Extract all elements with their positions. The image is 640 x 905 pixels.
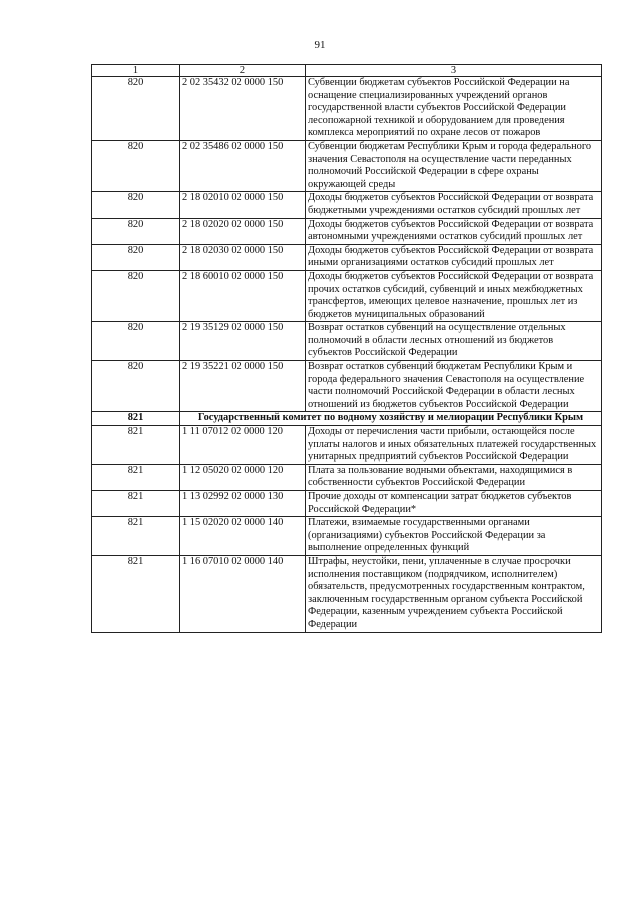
admin-cell: 821 [92, 426, 180, 465]
table-row [92, 491, 602, 517]
description-cell: Платежи, взимаемые государственными органами (организациями) субъектов Российской Федерации за выполнение определенных функций [306, 517, 602, 556]
admin-cell: 820 [92, 192, 180, 218]
code-cell: 2 18 02010 02 0000 150 [180, 192, 306, 218]
code-cell: 1 12 05020 02 0000 120 [180, 464, 306, 490]
header-col-1: 1 [92, 65, 180, 77]
description-cell: Субвенции бюджетам Республики Крым и города федерального значения Севастополя на осуществление части переданных полномочий Российской Федерации в сфере охраны окружающей среды [306, 140, 602, 191]
code-cell: 2 02 35486 02 0000 150 [180, 140, 306, 191]
description-cell: Возврат остатков субвенций бюджетам Республики Крым и города федерального значения Севастополя на осуществление части полномочий Российской Федерации в области лесных отношений из бюджетов субъектов Российской Федерации [306, 361, 602, 412]
table-row [92, 192, 602, 218]
code-cell: 2 18 02020 02 0000 150 [180, 218, 306, 244]
section-admin-cell: 821 [92, 412, 180, 426]
admin-cell: 821 [92, 491, 180, 517]
code-cell: 1 16 07010 02 0000 140 [180, 555, 306, 632]
description-cell: Доходы бюджетов субъектов Российской Федерации от возврата бюджетными учреждениями остатков субсидий прошлых лет [306, 192, 602, 218]
code-cell: 2 19 35129 02 0000 150 [180, 322, 306, 361]
table-row [92, 426, 602, 465]
section-row [92, 412, 602, 426]
admin-cell: 820 [92, 270, 180, 321]
description-cell: Прочие доходы от компенсации затрат бюджетов субъектов Российской Федерации* [306, 491, 602, 517]
table-row [92, 140, 602, 191]
table-body [92, 65, 602, 633]
table-row [92, 464, 602, 490]
description-cell: Доходы бюджетов субъектов Российской Федерации от возврата иными организациями остатков субсидий прошлых лет [306, 244, 602, 270]
admin-cell: 820 [92, 140, 180, 191]
admin-cell: 821 [92, 555, 180, 632]
description-cell: Субвенции бюджетам субъектов Российской Федерации на оснащение специализированных учреждений органов государственной власти субъектов Российской Федерации лесопожарной техникой и оборудованием для проведения комплекса мероприятий по охране лесов от пожаров [306, 77, 602, 141]
admin-cell: 820 [92, 244, 180, 270]
table-row [92, 218, 602, 244]
table-row [92, 270, 602, 321]
admin-cell: 820 [92, 218, 180, 244]
description-cell: Доходы бюджетов субъектов Российской Федерации от возврата прочих остатков субсидий, субвенций и иных межбюджетных трансфертов, имеющих целевое назначение, прошлых лет из бюджетов муниципальных образований [306, 270, 602, 321]
admin-cell: 821 [92, 464, 180, 490]
admin-cell: 820 [92, 361, 180, 412]
code-cell: 2 18 60010 02 0000 150 [180, 270, 306, 321]
code-cell: 2 02 35432 02 0000 150 [180, 77, 306, 141]
description-cell: Плата за пользование водными объектами, находящимися в собственности субъектов Российской Федерации [306, 464, 602, 490]
code-cell: 2 19 35221 02 0000 150 [180, 361, 306, 412]
admin-cell: 821 [92, 517, 180, 556]
page-number: 91 [314, 39, 326, 51]
header-row [92, 65, 602, 77]
description-cell: Возврат остатков субвенций на осуществление отдельных полномочий в области лесных отношений из бюджетов субъектов Российской Федерации [306, 322, 602, 361]
revenue-codes-table [91, 64, 602, 633]
admin-cell: 820 [92, 322, 180, 361]
header-col-3: 3 [306, 65, 602, 77]
table-row [92, 517, 602, 556]
code-cell: 2 18 02030 02 0000 150 [180, 244, 306, 270]
table-row [92, 244, 602, 270]
code-cell: 1 13 02992 02 0000 130 [180, 491, 306, 517]
description-cell: Штрафы, неустойки, пени, уплаченные в случае просрочки исполнения поставщиком (подрядчиком, исполнителем) обязательств, предусмотренных государственным контрактом, заключенным государственным органом субъекта Российской Федерации, казенным учреждением субъекта Российской Федерации [306, 555, 602, 632]
section-title: Государственный комитет по водному хозяйству и мелиорации Республики Крым [180, 412, 602, 426]
table-row [92, 555, 602, 632]
table-row [92, 77, 602, 141]
table-row [92, 361, 602, 412]
table-row [92, 322, 602, 361]
code-cell: 1 15 02020 02 0000 140 [180, 517, 306, 556]
description-cell: Доходы от перечисления части прибыли, остающейся после уплаты налогов и иных обязательных платежей государственных унитарных предприятий субъектов Российской Федерации [306, 426, 602, 465]
admin-cell: 820 [92, 77, 180, 141]
header-col-2: 2 [180, 65, 306, 77]
description-cell: Доходы бюджетов субъектов Российской Федерации от возврата автономными учреждениями остатков субсидий прошлых лет [306, 218, 602, 244]
code-cell: 1 11 07012 02 0000 120 [180, 426, 306, 465]
